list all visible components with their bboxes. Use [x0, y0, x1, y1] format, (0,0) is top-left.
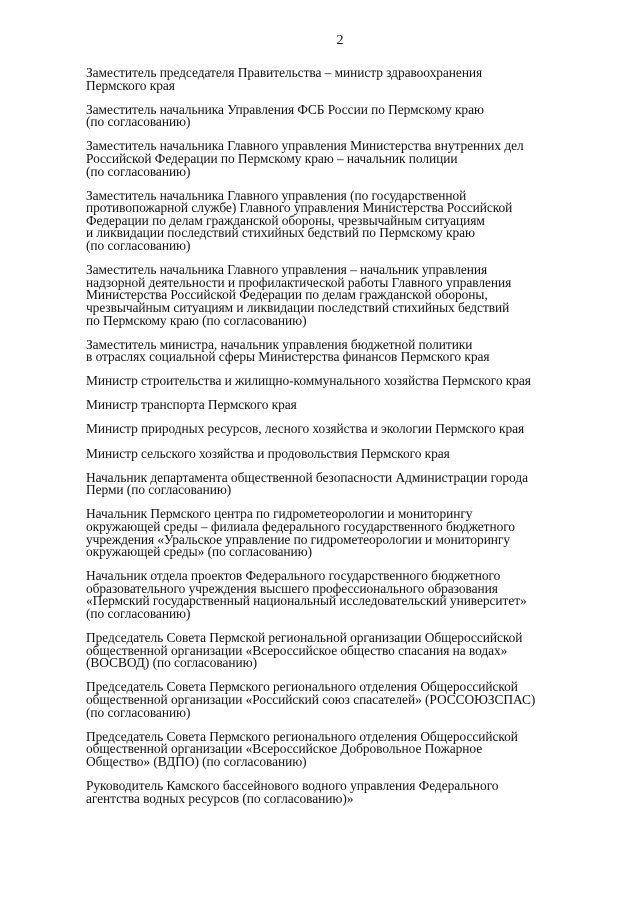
list-item: Министр природных ресурсов, лесного хозяйства и экологии Пермского края — [86, 421, 525, 437]
list-item: Министр транспорта Пермского края — [86, 397, 297, 413]
list-item: Председатель Совета Пермского регионального отделения Общероссийской общественной организации «Российский союз спасателей» (РОССОЮЗСПАС) (по согласованию) — [86, 679, 536, 720]
list-item: Председатель Совета Пермского регионального отделения Общероссийской общественной организации «Всероссийское Добровольное Пожарное Общество» (ВДПО) (по согласованию) — [86, 728, 518, 769]
list-item: Начальник департамента общественной безопасности Администрации города Перми (по согласованию) — [86, 469, 528, 498]
list-item: Заместитель начальника Главного управления (по государственной противопожарной службе) Главного управления Министерства Российской Федерации по делам гражданской обороны, чрезвычайным ситуациям и ликвидации последствий стихийных бедствий по Пермскому краю (по согласованию) — [86, 187, 513, 254]
list-item: Начальник Пермского центра по гидрометеорологии и мониторингу окружающей среды – филиала федерального государственного бюджетного учреждения «Уральское управление по гидрометеорологии и мониторингу окружающей среды» (по согласованию) — [86, 506, 515, 560]
list-item: Заместитель председателя Правительства – министр здравоохранения Пермского края — [86, 65, 483, 93]
list-item: Заместитель начальника Главного управления – начальник управления надзорной деятельности и профилактической работы Главного управления Министерства Российской Федерации по делам гражданской обороны, чрезвычайным ситуациям и ликвидации последствий стихийных бедствий по Пермскому краю (по согласованию) — [86, 262, 512, 328]
list-item: Заместитель министра, начальник управления бюджетной политики в отраслях социальной сферы Министерства финансов Пермского края — [86, 336, 490, 365]
list-item: Заместитель начальника Управления ФСБ России по Пермскому краю (по согласованию) — [86, 101, 484, 130]
list-item: Председатель Совета Пермской региональной организации Общероссийской общественной организации «Всероссийское общество спасания на водах» (ВОСВОД) (по согласованию) — [86, 630, 523, 671]
list-item: Руководитель Камского бассейнового водного управления Федерального агентства водных ресурсов (по согласованию)» — [86, 777, 499, 806]
list-item: Заместитель начальника Главного управления Министерства внутренних дел Российской Федерации по Пермскому краю – начальник полиции (по согласованию) — [86, 138, 524, 179]
list-item: Министр сельского хозяйства и продовольствия Пермского края — [86, 445, 450, 461]
list-item: Министр строительства и жилищно-коммунального хозяйства Пермского края — [86, 373, 531, 389]
page-number: 2 — [336, 33, 344, 48]
list-item: Начальник отдела проектов Федерального государственного бюджетного образовательного учреждения высшего профессионального образования «Пермский государственный национальный исследовательский университет» (по согласованию) — [86, 568, 527, 621]
member-list — [86, 67, 606, 817]
